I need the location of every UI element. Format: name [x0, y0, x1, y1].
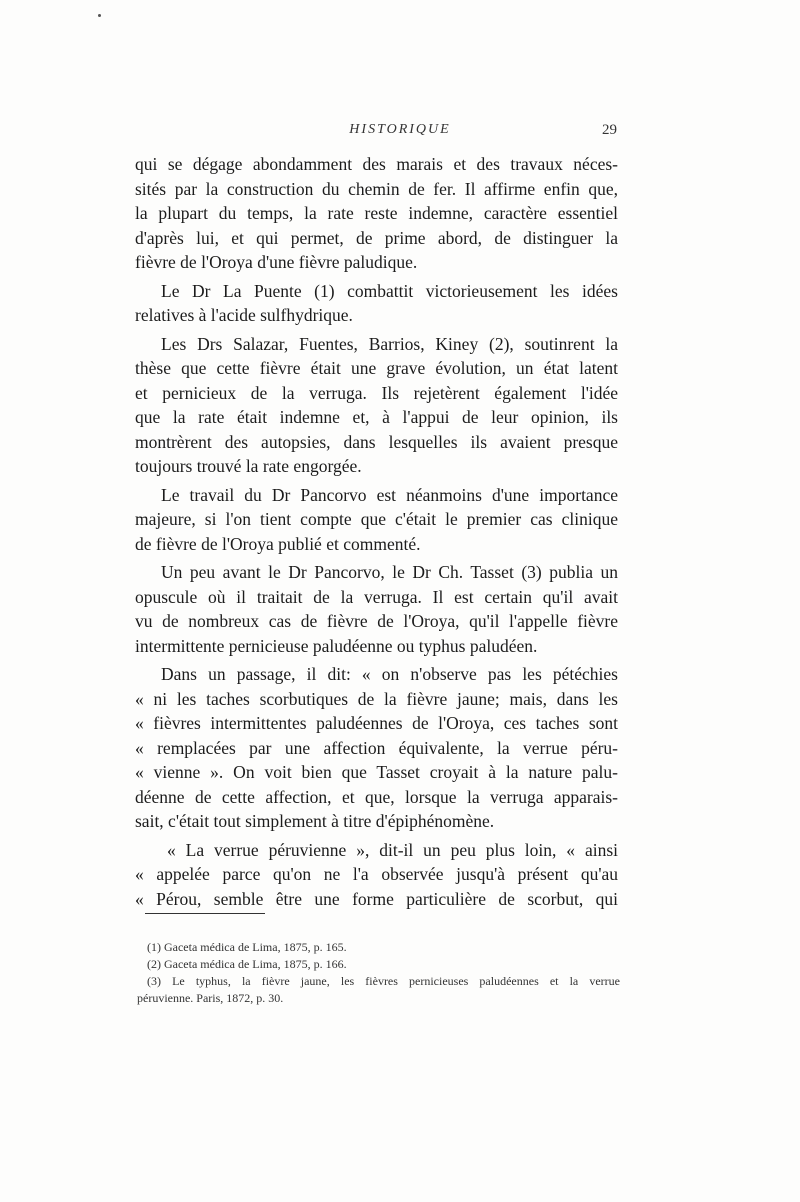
text-line: et pernicieux de la verruga. Ils rejetèrent également l'idée: [135, 382, 618, 403]
text-line: « appelée parce qu'on ne l'a observée jusqu'à présent qu'au: [135, 864, 618, 884]
text-line: qui se dégage abondamment des marais et des travaux néces-: [135, 154, 618, 174]
text-line: relatives à l'acide sulfhydrique.: [135, 305, 353, 325]
footnote: (1) Gaceta médica de Lima, 1875, p. 165.: [147, 940, 347, 954]
text-line: thèse que cette fièvre était une grave évolution, un état latent: [135, 358, 618, 378]
text-line: vu de nombreux cas de fièvre de l'Oroya, qu'il l'appelle fièvre: [135, 611, 618, 631]
text-line: « La verrue péruvienne », dit-il un peu plus loin, « ainsi: [167, 839, 618, 860]
text-line: « ni les taches scorbutiques de la fièvre jaune; mais, dans les: [135, 688, 618, 709]
text-line: « Pérou, semble être une forme particulière de scorbut, qui: [135, 888, 618, 909]
text-line: « remplacées par une affection équivalente, la verrue péru-: [135, 737, 618, 758]
text-line: Les Drs Salazar, Fuentes, Barrios, Kiney (2), soutinrent la: [161, 333, 618, 354]
text-line: intermittente pernicieuse paludéenne ou typhus paludéen.: [135, 635, 538, 656]
footnotes: [137, 939, 620, 1007]
text-line: Le Dr La Puente (1) combattit victorieusement les idées: [161, 280, 618, 301]
text-line: fièvre de l'Oroya d'une fièvre paludique.: [135, 252, 418, 272]
text-line: Le travail du Dr Pancorvo est néanmoins d'une importance: [161, 484, 618, 505]
text-line: de fièvre de l'Oroya publié et commenté.: [135, 533, 421, 554]
page-header: [0, 122, 800, 146]
text-line: déenne de cette affection, et que, lorsque la verruga apparais-: [135, 786, 618, 807]
body-text: [135, 152, 618, 911]
footnote: (2) Gaceta médica de Lima, 1875, p. 166.: [147, 957, 347, 971]
text-line: toujours trouvé la rate engorgée.: [135, 456, 362, 476]
footnote: (3) Le typhus, la fièvre jaune, les fièvres pernicieuses paludéennes et la verrue: [147, 974, 620, 988]
text-line: sait, c'était tout simplement à titre d'épiphénomène.: [135, 811, 495, 831]
page-number: 29: [602, 122, 617, 138]
text-line: « vienne ». On voit bien que Tasset croyait à la nature palu-: [135, 762, 618, 782]
footnote-continuation: péruvienne. Paris, 1872, p. 30.: [137, 991, 284, 1005]
text-line: Dans un passage, il dit: « on n'observe pas les pétéchies: [161, 664, 618, 684]
text-line: d'après lui, et qui permet, de prime abord, de distinguer la: [135, 227, 618, 248]
text-line: que la rate était indemne et, à l'appui de leur opinion, ils: [135, 407, 618, 427]
text-line: majeure, si l'on tient compte que c'était le premier cas clinique: [135, 509, 618, 529]
text-line: « fièvres intermittentes paludéennes de l'Oroya, ces taches sont: [135, 713, 618, 733]
running-head: HISTORIQUE: [349, 122, 451, 137]
footnote-divider: [145, 913, 265, 914]
text-line: montrèrent des autopsies, dans lesquelles ils avaient presque: [135, 431, 618, 452]
text-line: la plupart du temps, la rate reste indemne, caractère essentiel: [135, 203, 618, 223]
text-line: sités par la construction du chemin de fer. Il affirme enfin que,: [135, 178, 618, 199]
speck-mark: [98, 14, 101, 17]
text-line: opuscule où il traitait de la verruga. Il est certain qu'il avait: [135, 586, 618, 607]
text-line: Un peu avant le Dr Pancorvo, le Dr Ch. Tasset (3) publia un: [161, 562, 618, 582]
